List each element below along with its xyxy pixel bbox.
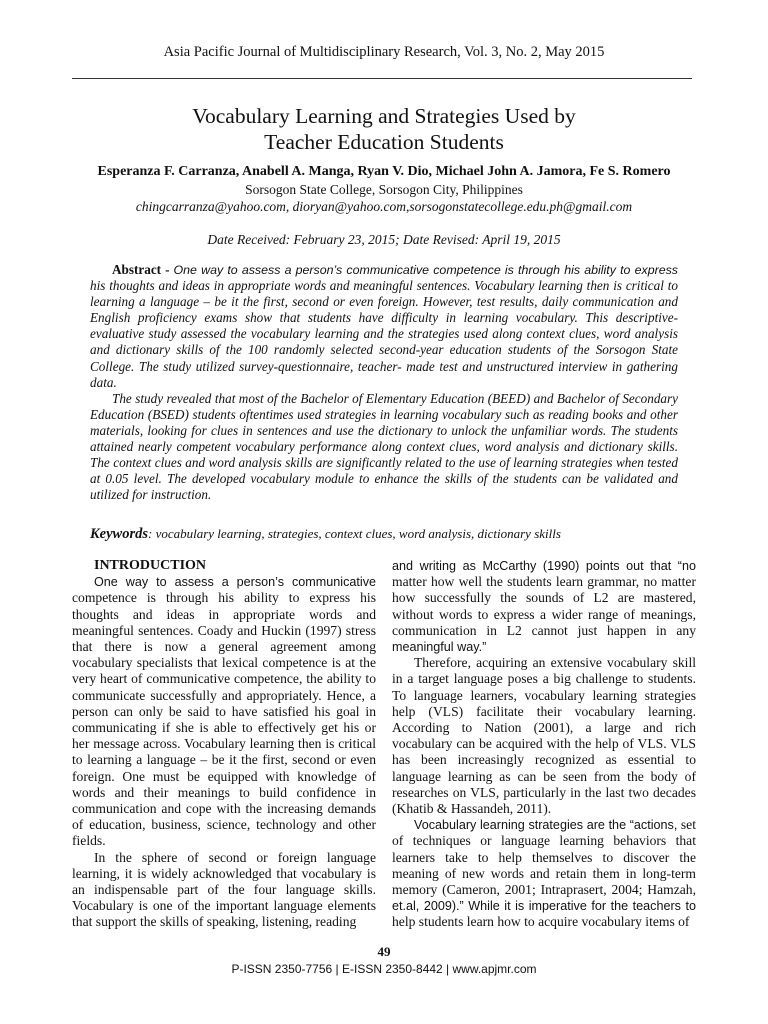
abstract-label: Abstract -	[112, 262, 170, 277]
column-right	[392, 558, 696, 931]
date-received: Date Received: February 23, 2015; Date Revised: April 19, 2015	[207, 232, 561, 247]
vls-end: help students learn how to acquire vocabulary items of	[392, 914, 690, 930]
title-line-1: Vocabulary Learning and Strategies Used by	[192, 104, 576, 128]
intro-body-1: competence is through his ability to express his thoughts and ideas in appropriate words and meaningful sentences. Coady and Huckin (1997) stress that there is now a general agreement among vocabulary specialists that lexical competence is at the very heart of communicative competence, the ability to communicate successfully and appropriately. Hence, a person can only be said to have satisfied his goal in communicating if she is able to effectively get his or her message across. Vocabulary learning then is critical to learning a language – be it the first, second or even foreign. One must be equipped with knowledge of words and their meanings to build confidence in communication and cope with the increasing demands of education, business, science, technology and other fields.	[72, 590, 376, 849]
paper-title	[72, 103, 696, 155]
journal-header: Asia Pacific Journal of Multidisciplinary Research, Vol. 3, No. 2, May 2015	[163, 44, 605, 60]
vls-citation-line: et.al, 2009).” While it is imperative for the teachers to	[392, 899, 696, 914]
keywords	[90, 526, 678, 543]
vls-lead: Vocabulary learning strategies are the “actions,	[414, 818, 678, 833]
author-list: Esperanza F. Carranza, Anabell A. Manga, Ryan V. Dio, Michael John A. Jamora, Fe S. Romero	[97, 164, 671, 179]
intro-lead-line: One way to assess a person’s communicative	[94, 575, 376, 590]
intro-paragraph-continued	[392, 558, 696, 655]
intro-paragraph-1	[72, 574, 376, 849]
abstract-body-1: his thoughts and ideas in appropriate words and meaningful sentences. Vocabulary learning then is critical to learning a language – be it the first, second or even foreign. However, test results, daily communication and English proficiency exams show that students have difficulty in learning vocabulary. This descriptive-evaluative study assessed the vocabulary learning and the strategies used along context clues, word analysis and dictionary skills of the 100 randomly selected second-year education students of the Sorsogon State College. The study utilized survey-questionnaire, teacher- made test and unstructured interview in gathering data.	[90, 278, 678, 390]
continued-body: matter how well the students learn grammar, no matter how successfully the sounds of L2 are mastered, without words to express a wider range of meanings, communication in L2 cannot just happen in any	[392, 574, 696, 638]
title-line-2: Teacher Education Students	[264, 130, 504, 154]
intro-paragraph-2: In the sphere of second or foreign language learning, it is widely acknowledged that vocabulary is an indispensable part of the four language skills. Vocabulary is one of the important language elements that support the skills of speaking, listening, reading	[72, 849, 376, 930]
keywords-text: : vocabulary learning, strategies, context clues, word analysis, dictionary skills	[148, 526, 561, 541]
abstract-lead: One way to assess a person’s communicative competence is through his ability to express	[173, 263, 678, 277]
abstract	[90, 262, 678, 503]
column-left	[72, 558, 376, 931]
intro-paragraph-3: Therefore, acquiring an extensive vocabulary skill in a target language poses a big challenge to students. To language learners, vocabulary learning strategies help (VLS) facilitate their vocabulary learning. According to Nation (2001), a large and rich vocabulary can be acquired with the help of VLS. VLS has been increasingly recognized as essential to language learning as can be seen from the body of researches on VLS, particularly in the last two decades (Khatib & Hassandeh, 2011).	[392, 655, 696, 817]
keywords-label: Keywords	[90, 526, 148, 542]
abstract-paragraph-1	[90, 262, 678, 391]
section-heading-introduction: INTRODUCTION	[94, 558, 207, 573]
page-number: 49	[377, 944, 391, 959]
affiliation: Sorsogon State College, Sorsogon City, Philippines	[245, 182, 523, 197]
abstract-paragraph-2: The study revealed that most of the Bachelor of Elementary Education (BEED) and Bachelor of Secondary Education (BSED) students oftentimes used strategies in learning vocabulary such as reading books and other materials, looking for clues in sentences and use the dictionary to unlock the unfamiliar words. The students attained nearly competent vocabulary performance along context clues, word analysis and dictionary skills. The context clues and word analysis skills are significantly related to the use of learning strategies when tested at 0.05 level. The developed vocabulary module to enhance the skills of the students can be validated and utilized for instruction.	[90, 390, 678, 503]
issn-footer: P-ISSN 2350-7756 | E-ISSN 2350-8442 | www.apjmr.com	[231, 962, 537, 976]
continued-end: meaningful way.”	[392, 640, 487, 655]
header-rule	[72, 78, 692, 79]
vls-body: set of techniques or language learning behaviors that learners take to help themselves to discover the meaning of new words and retain them in long-term memory (Cameron, 2001; Intraprasert, 2004; Hamzah,	[392, 817, 696, 898]
intro-paragraph-4	[392, 817, 696, 930]
author-emails: chingcarranza@yahoo.com, dioryan@yahoo.com,sorsogonstatecollege.edu.ph@gmail.com	[135, 199, 633, 214]
continued-lead: and writing as McCarthy (1990) points out that “no	[392, 559, 696, 573]
